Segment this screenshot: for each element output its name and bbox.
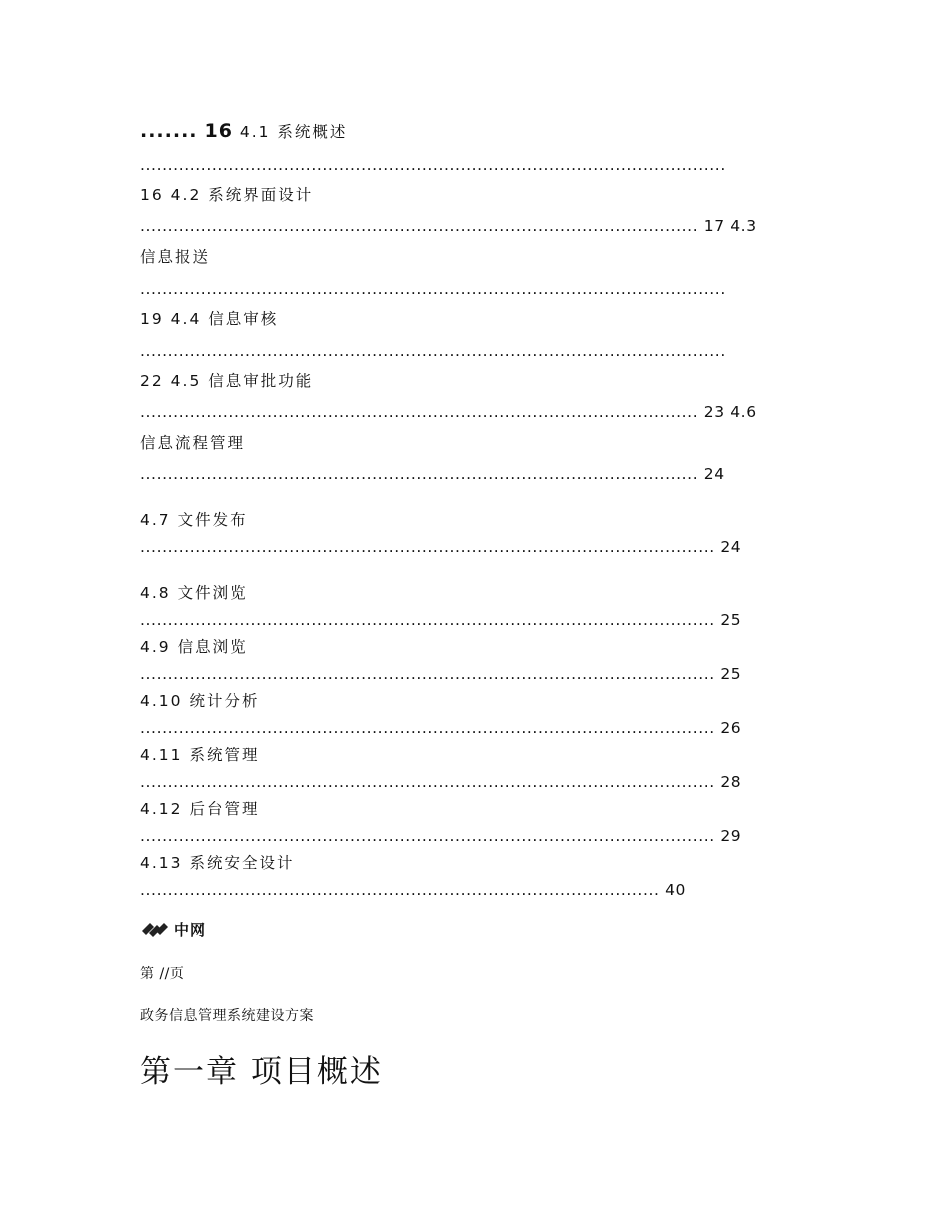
toc-leader-dots: ....... <box>140 120 198 142</box>
toc-line-21: 4.11 系统管理 <box>140 746 260 764</box>
company-logo <box>140 918 206 940</box>
toc-line-6: .......................................................................................................... <box>140 280 726 298</box>
toc-line-1 <box>140 121 347 142</box>
toc-line-5: 信息报送 <box>140 248 211 266</box>
toc-line-22: ........................................................................................................ 28 <box>140 773 742 791</box>
toc-line-15: 4.8 文件浏览 <box>140 584 248 602</box>
toc-line-7: 19 4.4 信息审核 <box>140 310 279 328</box>
toc-line-8: .......................................................................................................... <box>140 342 726 360</box>
toc-line-25: 4.13 系统安全设计 <box>140 854 295 872</box>
toc-line-11: 信息流程管理 <box>140 434 246 452</box>
toc-line-14: ........................................................................................................ 24 <box>140 538 742 556</box>
toc-line-18: ........................................................................................................ 25 <box>140 665 742 683</box>
chapter-title: 第一章 项目概述 <box>140 1054 383 1090</box>
toc-line-16: ........................................................................................................ 25 <box>140 611 742 629</box>
toc-line-24: ........................................................................................................ 29 <box>140 827 742 845</box>
toc-line-2: .......................................................................................................... <box>140 156 726 174</box>
toc-line-13: 4.7 文件发布 <box>140 511 248 529</box>
toc-line-10: ..................................................................................................... 23 4.6 <box>140 403 757 421</box>
toc-line-12: ..................................................................................................... 24 <box>140 465 725 483</box>
toc-line-17: 4.9 信息浏览 <box>140 638 248 656</box>
toc-entry-title: 4.1 系统概述 <box>239 123 348 141</box>
document-title: 政务信息管理系统建设方案 <box>140 1008 314 1024</box>
toc-line-23: 4.12 后台管理 <box>140 800 260 818</box>
toc-page-number: 16 <box>204 120 233 142</box>
toc-line-19: 4.10 统计分析 <box>140 692 260 710</box>
toc-line-26: .............................................................................................. 40 <box>140 881 686 899</box>
company-logo-text: 中网 <box>174 920 207 939</box>
toc-line-9: 22 4.5 信息审批功能 <box>140 372 314 390</box>
page-number-label: 第 //页 <box>140 966 185 982</box>
toc-line-20: ........................................................................................................ 26 <box>140 719 742 737</box>
company-logo-icon <box>140 919 170 939</box>
toc-line-3: 16 4.2 系统界面设计 <box>140 186 314 204</box>
toc-line-4: ..................................................................................................... 17 4.3 <box>140 217 757 235</box>
